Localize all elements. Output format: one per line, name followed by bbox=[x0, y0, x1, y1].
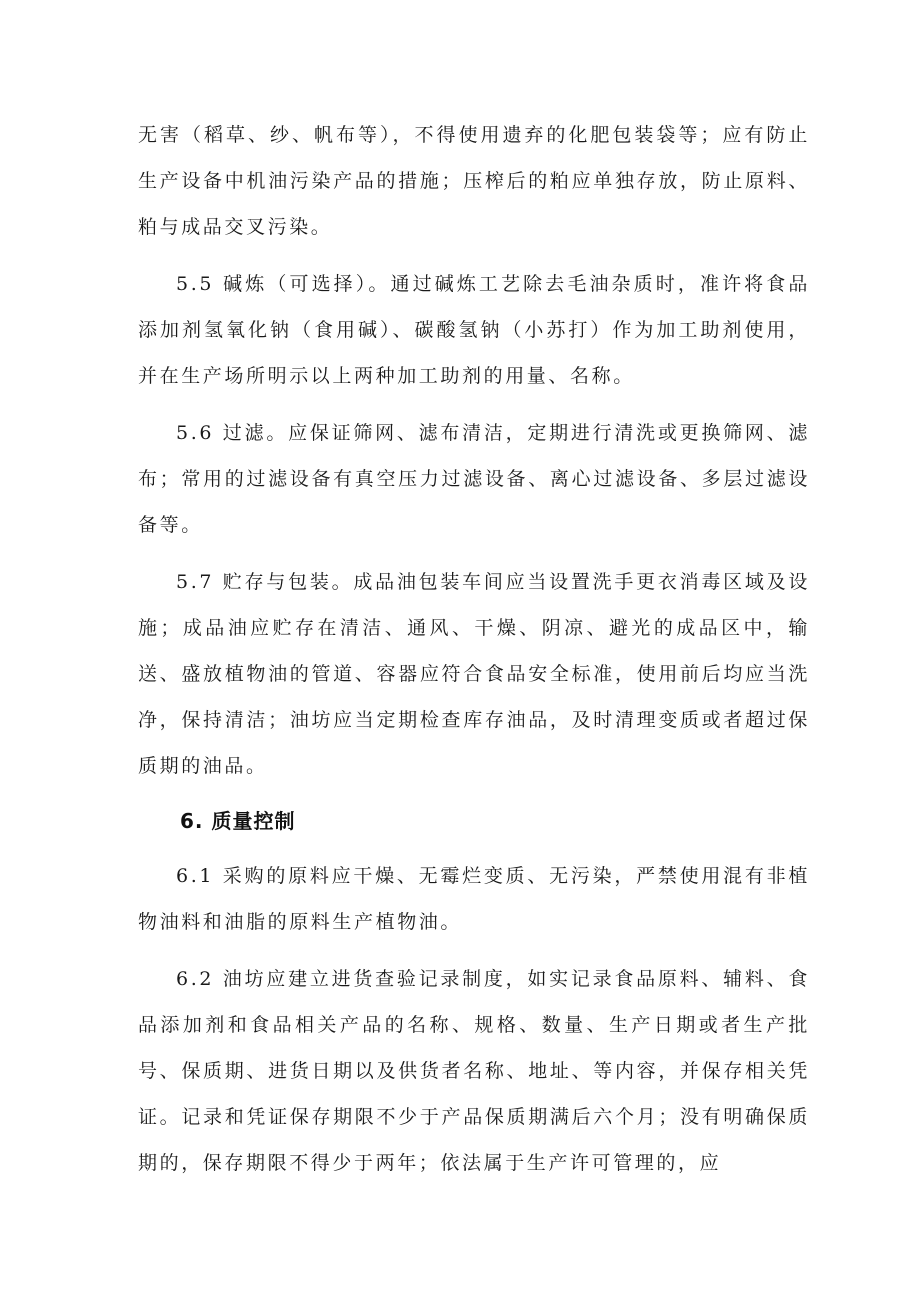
paragraph-continued: 无害（稻草、纱、帆布等），不得使用遗弃的化肥包装袋等；应有防止生产设备中机油污染产品的措施；压榨后的粕应单独存放，防止原料、粕与成品交叉污染。 bbox=[138, 124, 810, 238]
paragraph-5-5-alkali-refining: 5.5 碱炼（可选择）。通过碱炼工艺除去毛油杂质时，准许将食品添加剂氢氧化钠（食用碱）、碳酸氢钠（小苏打）作为加工助剂使用，并在生产场所明示以上两种加工助剂的用量、名称。 bbox=[138, 273, 810, 387]
paragraph-5-7-storage-packaging: 5.7 贮存与包装。成品油包装车间应当设置洗手更衣消毒区域及设施；成品油应贮存在清洁、通风、干燥、阴凉、避光的成品区中，输送、盛放植物油的管道、容器应符合食品安全标准，使用前后均应当洗净，保持清洁；油坊应当定期检查库存油品，及时清理变质或者超过保质期的油品。 bbox=[138, 571, 810, 777]
document-body bbox=[138, 112, 810, 1186]
paragraph-6-2-purchase-records: 6.2 油坊应建立进货查验记录制度，如实记录食品原料、辅料、食品添加剂和食品相关产品的名称、规格、数量、生产日期或者生产批号、保质期、进货日期以及供货者名称、地址、等内容，并保存相关凭证。记录和凭证保存期限不少于产品保质期满后六个月；没有明确保质期的，保存期限不得少于两年；依法属于生产许可管理的，应 bbox=[138, 968, 810, 1174]
section-heading-quality-control: 6. 质量控制 bbox=[180, 809, 296, 833]
paragraph-5-6-filtering: 5.6 过滤。应保证筛网、滤布清洁，定期进行清洗或更换筛网、滤布；常用的过滤设备有真空压力过滤设备、离心过滤设备、多层过滤设备等。 bbox=[138, 422, 810, 536]
paragraph-6-1-raw-materials: 6.1 采购的原料应干燥、无霉烂变质、无污染，严禁使用混有非植物油料和油脂的原料生产植物油。 bbox=[138, 865, 810, 933]
